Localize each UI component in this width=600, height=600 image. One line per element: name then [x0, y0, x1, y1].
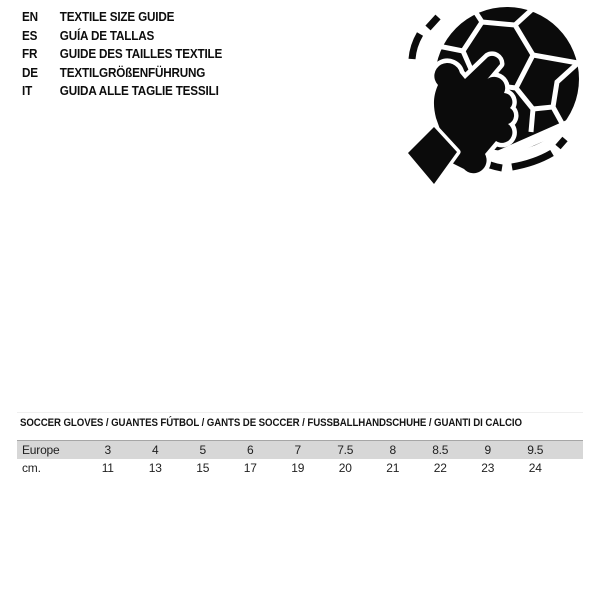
size-table — [17, 440, 583, 477]
size-table-row-europe — [17, 441, 583, 460]
size-value: 13 — [148, 461, 162, 475]
language-row — [22, 8, 222, 27]
size-value: 24 — [528, 461, 542, 475]
language-code: FR — [22, 46, 38, 62]
language-list — [22, 8, 222, 101]
size-value: 8.5 — [417, 441, 465, 460]
size-value: 22 — [433, 461, 447, 475]
size-value: 20 — [338, 461, 352, 475]
size-value: 19 — [291, 461, 305, 475]
size-value: 8 — [369, 441, 417, 460]
section-divider — [17, 412, 583, 413]
size-value: 23 — [481, 461, 495, 475]
language-code: DE — [22, 64, 38, 80]
language-code: ES — [22, 27, 38, 43]
size-value: 4 — [132, 441, 180, 460]
size-value: 6 — [227, 441, 275, 460]
size-value: 17 — [243, 461, 257, 475]
language-code: EN — [22, 9, 38, 24]
language-label: GUIDE DES TAILLES TEXTILE — [59, 46, 223, 62]
language-code: IT — [22, 83, 33, 99]
size-value: 3 — [84, 441, 132, 460]
language-label: GUÍA DE TALLAS — [59, 27, 155, 43]
size-value: 15 — [196, 461, 210, 475]
size-value: 11 — [101, 461, 114, 475]
size-value: 7.5 — [322, 441, 370, 460]
row-label: cm. — [22, 461, 41, 475]
size-value: 21 — [386, 461, 400, 475]
size-table-title: SOCCER GLOVES / GUANTES FÚTBOL / GANTS DE SOCCER / FUSSBALLHANDSCHUHE / GUANTI DI CALCIO — [20, 417, 522, 429]
size-value: 9 — [464, 441, 512, 460]
goalkeeper-glove-ball-icon — [405, 0, 600, 195]
row-filler — [559, 441, 583, 460]
language-label: GUIDA ALLE TAGLIE TESSILI — [59, 83, 219, 99]
language-row — [22, 27, 222, 46]
language-label: TEXTILE SIZE GUIDE — [59, 9, 175, 24]
size-table-row-cm — [17, 459, 583, 477]
language-row — [22, 64, 222, 83]
language-row — [22, 82, 222, 101]
row-label: Europe — [17, 441, 84, 460]
language-row — [22, 45, 222, 64]
language-label: TEXTILGRÖßENFÜHRUNG — [59, 64, 206, 80]
size-value: 5 — [179, 441, 227, 460]
size-value: 9.5 — [512, 441, 560, 460]
row-filler — [559, 459, 583, 477]
size-value: 7 — [274, 441, 322, 460]
